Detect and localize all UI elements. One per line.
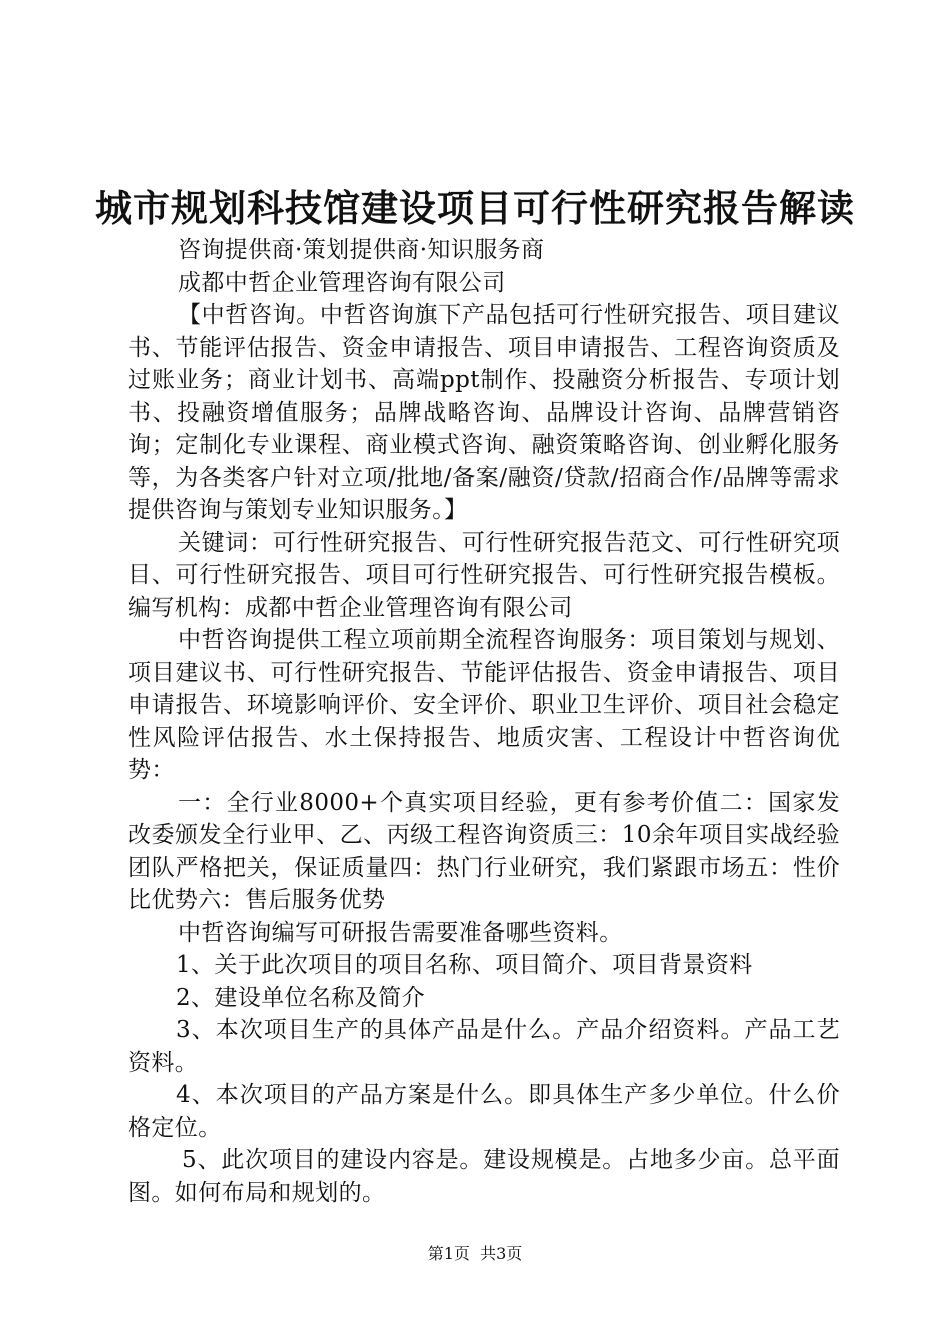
list-item: 5、此次项目的建设内容是。建设规模是。占地多少亩。总平面图。如何布局和规划的。	[128, 1147, 840, 1206]
keywords-paragraph: 关键词：可行性研究报告、可行性研究报告范文、可行性研究项目、可行性研究报告、项目可行性研究报告、可行性研究报告模板。编写机构：成都中哲企业管理咨询有限公司	[128, 529, 840, 621]
list-item: 4、本次项目的产品方案是什么。即具体生产多少单位。什么价格定位。	[128, 1082, 840, 1141]
list-item: 3、本次项目生产的具体产品是什么。产品介绍资料。产品工艺资料。	[128, 1017, 840, 1076]
document-body	[128, 234, 840, 1209]
tagline-paragraph: 咨询提供商·策划提供商·知识服务商	[178, 237, 545, 263]
list-item: 1、关于此次项目的项目名称、项目简介、项目背景资料	[176, 952, 753, 978]
list-item: 2、建设单位名称及简介	[176, 984, 426, 1011]
document-title: 城市规划科技馆建设项目可行性研究报告解读	[95, 186, 855, 230]
intro-paragraph: 【中哲咨询。中哲咨询旗下产品包括可行性研究报告、项目建议书、节能评估报告、资金申请报告、项目申请报告、工程咨询资质及过账业务；商业计划书、高端ppt制作、投融资分析报告、专项计划书、投融资增值服务；品牌战略咨询、品牌设计咨询、品牌营销咨询；定制化专业课程、商业模式咨询、融资策略咨询、创业孵化服务等，为各类客户针对立项/批地/备案/融资/贷款/招商合作/品牌等需求提供咨询与策划专业知识服务。】	[128, 302, 840, 523]
services-paragraph: 中哲咨询提供工程立项前期全流程咨询服务：项目策划与规划、项目建议书、可行性研究报告、节能评估报告、资金申请报告、项目申请报告、环境影响评价、安全评价、职业卫生评价、项目社会稳定性风险评估报告、水土保持报告、地质灾害、工程设计中哲咨询优势：	[128, 627, 840, 783]
page-number-footer: 第1页 共3页	[427, 1244, 523, 1263]
advantages-paragraph: 一：全行业8000+个真实项目经验，更有参考价值二：国家发改委颁发全行业甲、乙、丙级工程咨询资质三：10余年项目实战经验团队严格把关，保证质量四：热门行业研究，我们紧跟市场五：性价比优势六：售后服务优势	[128, 789, 840, 913]
materials-heading-paragraph: 中哲咨询编写可研报告需要准备哪些资料。	[178, 919, 623, 946]
company-name-paragraph: 成都中哲企业管理咨询有限公司	[178, 269, 506, 296]
